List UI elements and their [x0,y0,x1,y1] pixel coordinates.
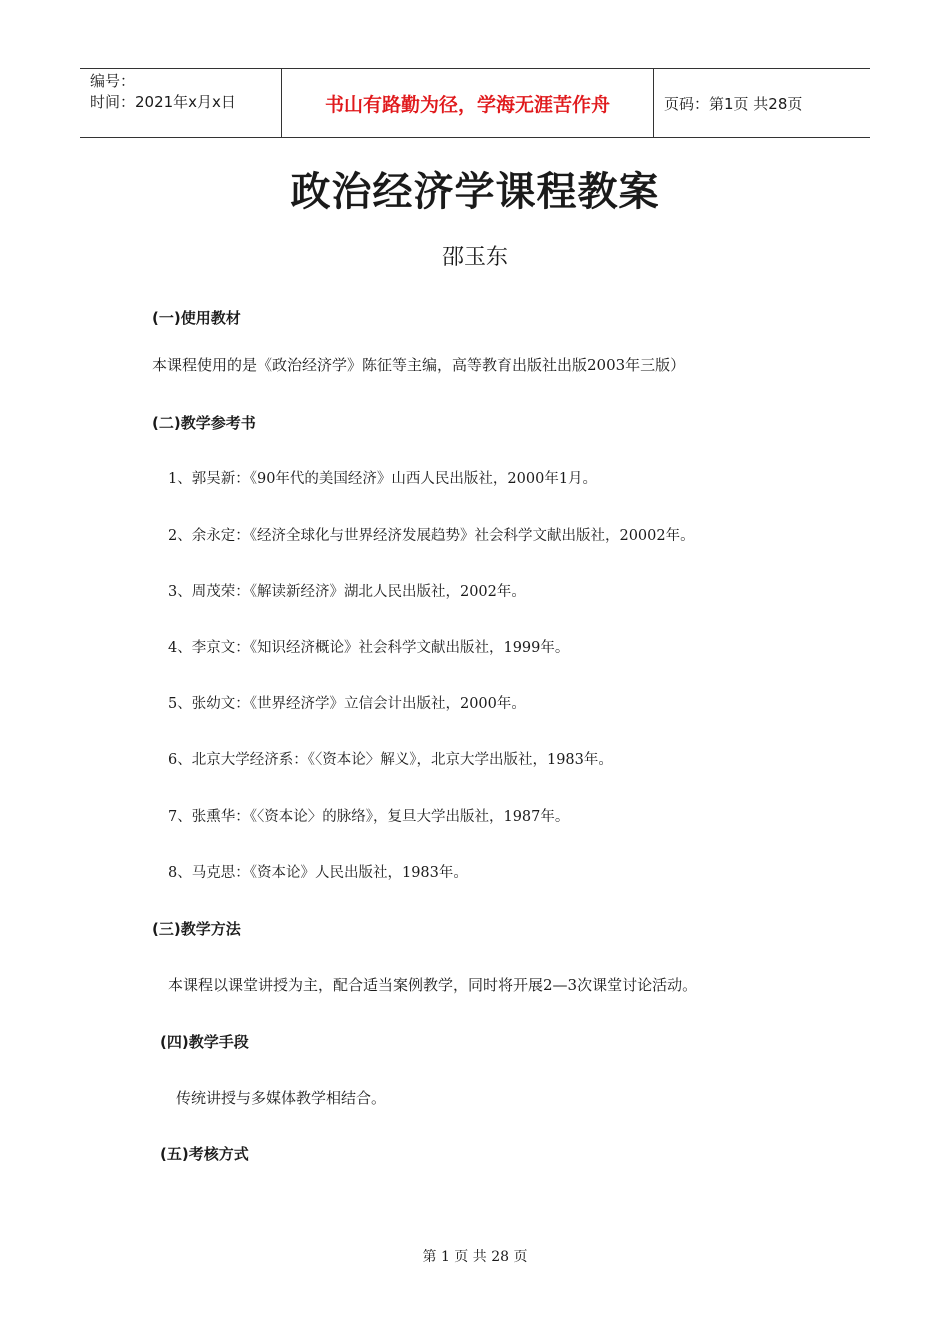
section-heading-method: (三)教学方法 [152,920,241,938]
textbook-text: 本课程使用的是《政治经济学》陈征等主编，高等教育出版社出版2003年三版） [152,356,686,374]
means-text: 传统讲授与多媒体教学相结合。 [176,1089,387,1107]
time-label: 时间：2021年x月x日 [90,93,236,111]
number-label: 编号： [90,72,136,90]
section-heading-references: (二)教学参考书 [152,414,256,432]
header-meta [80,69,282,137]
section-heading-textbook: (一)使用教材 [152,309,241,327]
reference-item: 4、李京文：《知识经济概论》社会科学文献出版社，1999年。 [168,640,570,656]
page-header [80,68,870,138]
reference-item: 5、张幼文：《世界经济学》立信会计出版社，2000年。 [168,696,526,712]
method-text: 本课程以课堂讲授为主，配合适当案例教学，同时将开展2—3次课堂讨论活动。 [168,976,698,994]
section-heading-assessment: (五)考核方式 [160,1145,249,1163]
header-page-info: 页码：第1页 共28页 [664,94,803,113]
section-heading-means: (四)教学手段 [160,1033,249,1051]
page-footer: 第 1 页 共 28 页 [422,1249,528,1265]
reference-item: 7、张熏华：《〈资本论〉的脉络》，复旦大学出版社，1987年。 [168,809,570,825]
header-motto: 书山有路勤为径，学海无涯苦作舟 [282,69,654,137]
reference-item: 3、周茂荣：《解读新经济》湖北人民出版社，2002年。 [168,584,526,600]
reference-item: 6、北京大学经济系：《〈资本论〉解义》，北京大学出版社，1983年。 [168,752,613,768]
document-title: 政治经济学课程教案 [290,169,660,215]
reference-item: 8、马克思：《资本论》人民出版社，1983年。 [168,865,468,881]
reference-item: 1、郭吴新：《90年代的美国经济》山西人民出版社，2000年1月。 [168,471,598,487]
document-author: 邵玉东 [441,245,508,270]
reference-item: 2、余永定：《经济全球化与世界经济发展趋势》社会科学文献出版社，20002年。 [168,528,695,544]
